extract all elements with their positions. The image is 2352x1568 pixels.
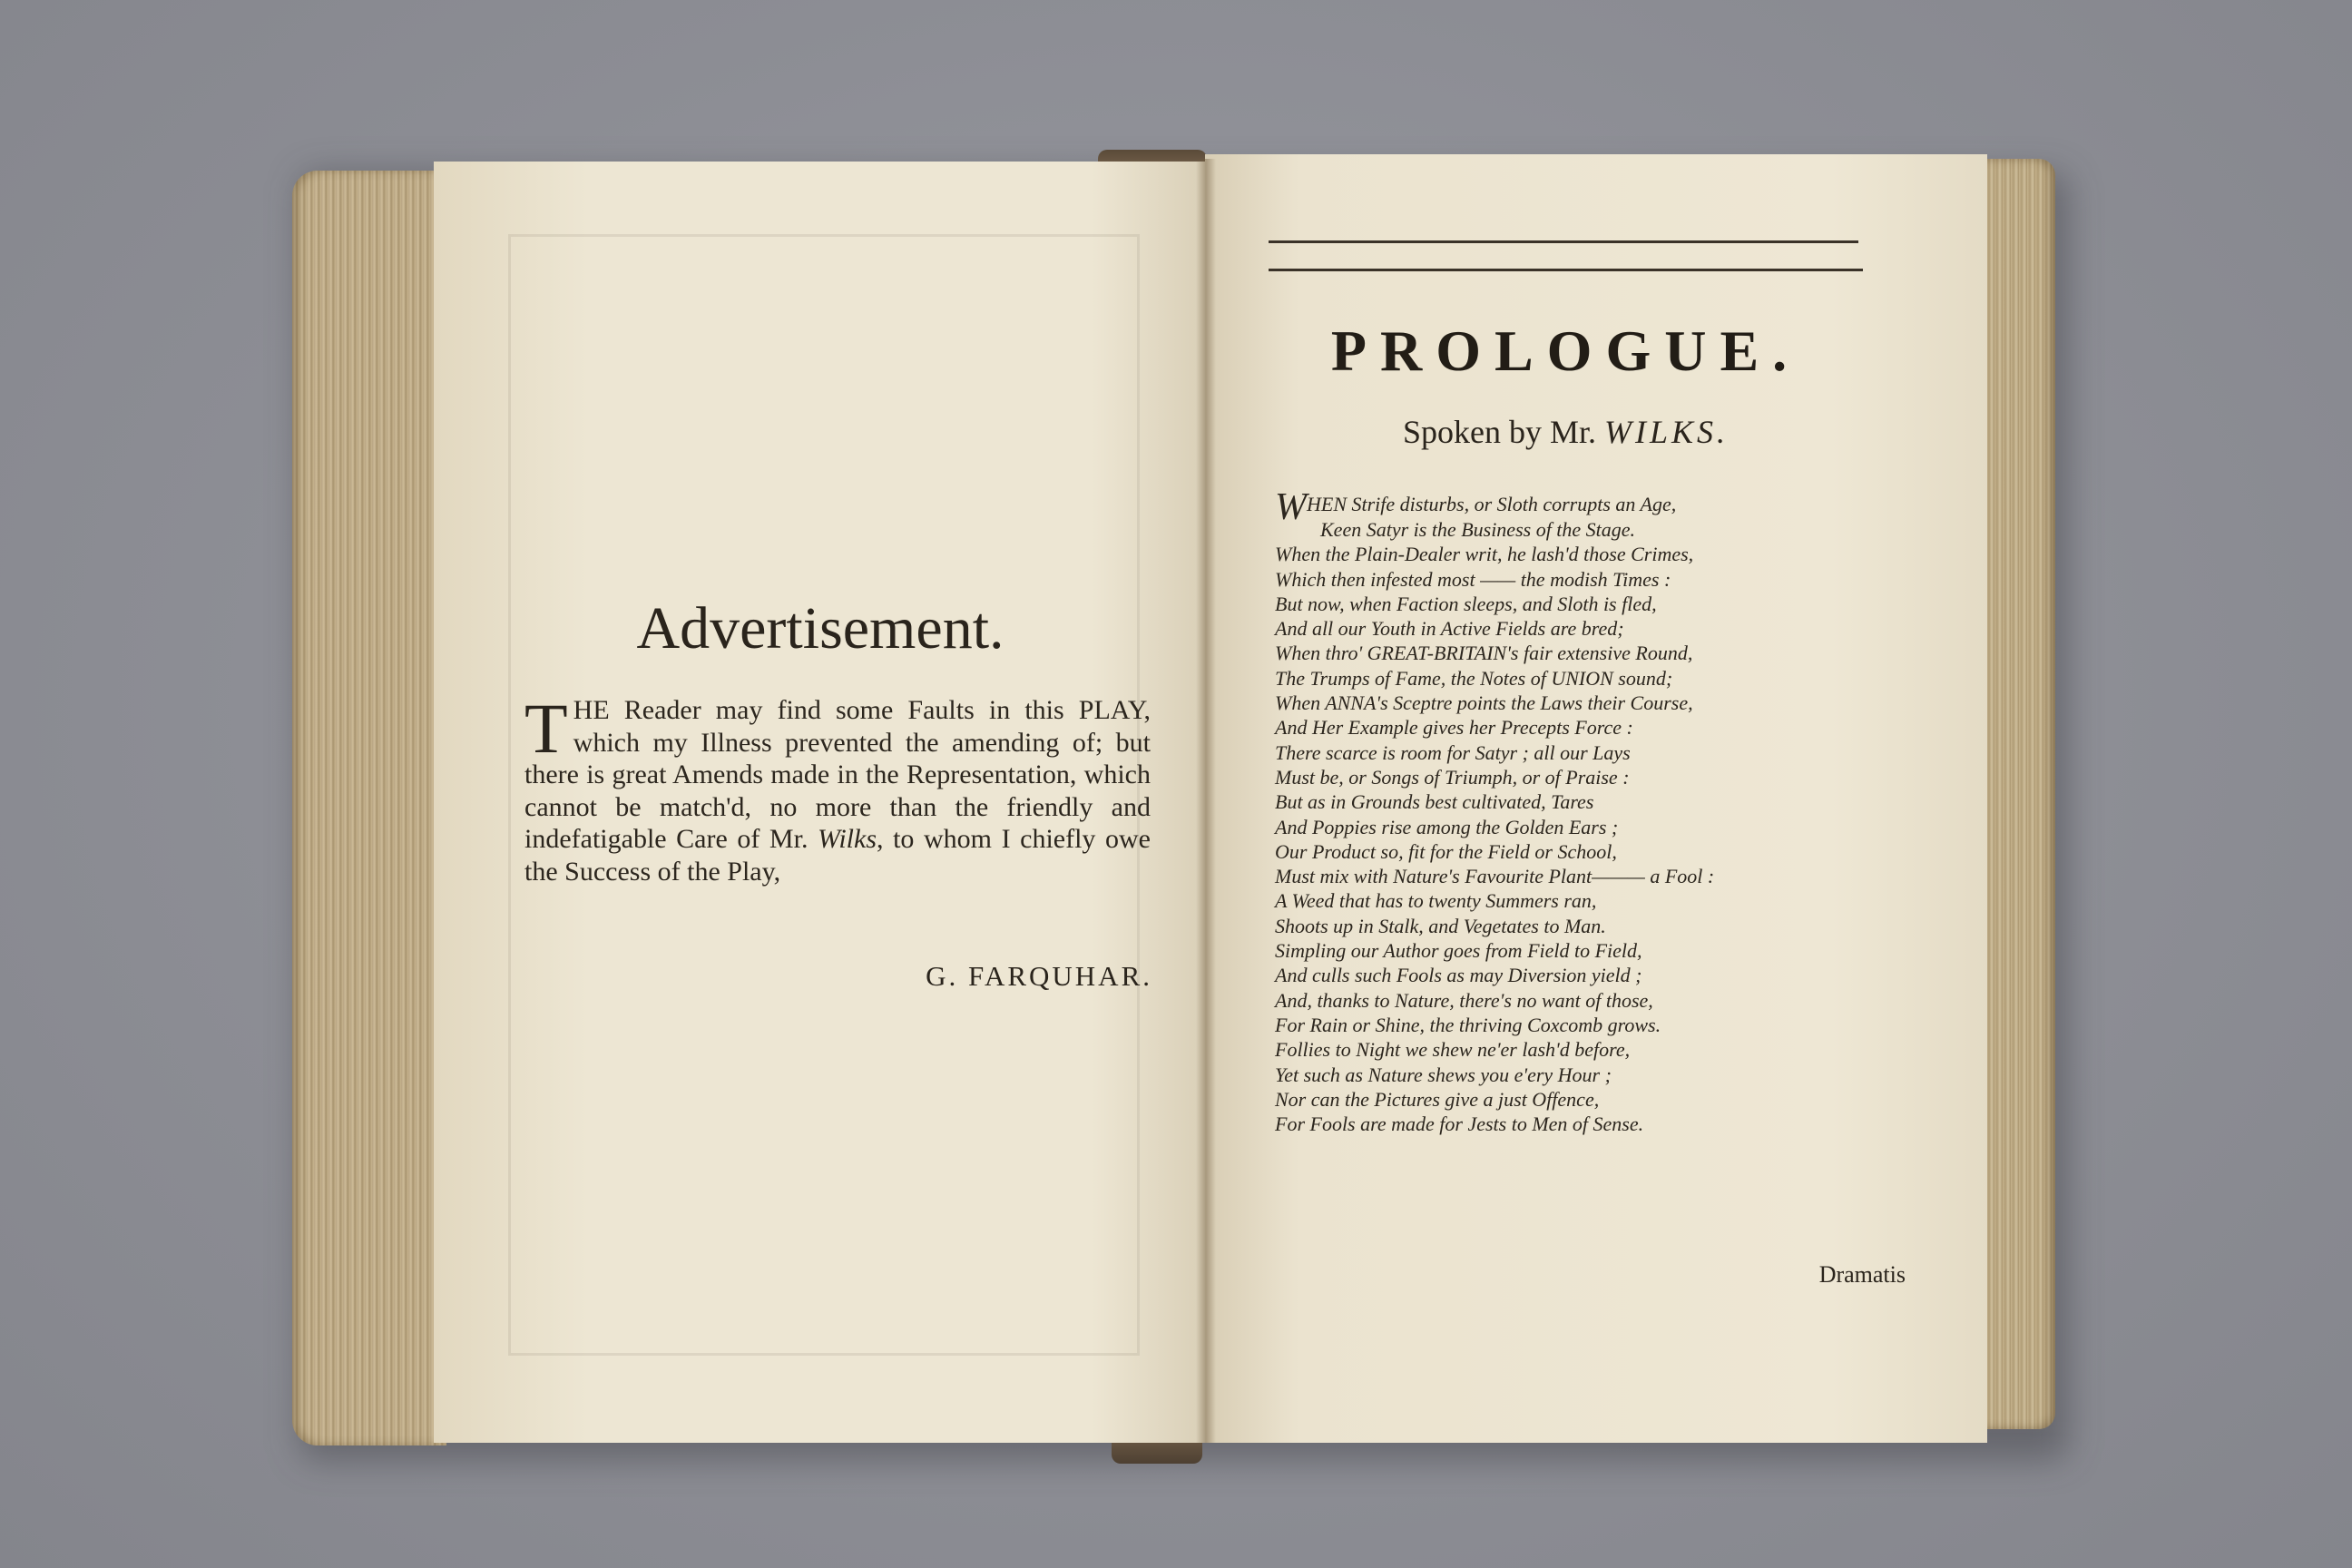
poem-line: The Trumps of Fame, the Notes of UNION sound; <box>1275 666 1673 690</box>
book-gutter <box>1196 159 1216 1443</box>
prologue-poem <box>1275 486 1819 1136</box>
poem-line: For Fools are made for Jests to Men of Sense. <box>1275 1112 1644 1136</box>
poem-line: Must be, or Songs of Triumph, or of Praise : <box>1275 765 1630 789</box>
poem-line-text: HEN Strife disturbs, or Sloth corrupts an Age, <box>1307 493 1677 515</box>
poem-line: Shoots up in Stalk, and Vegetates to Man. <box>1275 914 1606 937</box>
spoken-prefix: Spoken by Mr. <box>1402 414 1604 450</box>
poem-line: Nor can the Pictures give a just Offence, <box>1275 1087 1600 1111</box>
advertisement-heading: Advertisement. <box>636 595 1004 662</box>
poem-line: When thro' GREAT-BRITAIN's fair extensive Round, <box>1275 642 1693 665</box>
spoken-by-line <box>1269 413 1863 451</box>
top-rule <box>1269 240 1858 243</box>
poem-line: Our Product so, fit for the Field or School, <box>1275 839 1617 863</box>
catchword: Dramatis <box>1818 1261 1906 1288</box>
poem-line <box>1275 486 1819 528</box>
spoken-name: WILKS. <box>1604 414 1730 450</box>
poem-first-letter: W <box>1275 486 1307 528</box>
poem-line: Which then infested most —— the modish Times : <box>1275 567 1671 591</box>
poem-line: And all our Youth in Active Fields are bred; <box>1275 617 1624 641</box>
signature: G. FARQUHAR. <box>926 960 1152 992</box>
drop-cap: T <box>524 689 568 768</box>
page-edges-left <box>292 171 446 1446</box>
poem-line: But now, when Faction sleeps, and Sloth is fled, <box>1275 592 1657 615</box>
page-edges-right <box>1978 159 2055 1429</box>
second-rule <box>1269 269 1863 271</box>
poem-line: Follies to Night we shew ne'er lash'd before, <box>1275 1038 1631 1062</box>
poem-line: When the Plain-Dealer writ, he lash'd those Crimes, <box>1275 543 1694 566</box>
poem-line: And, thanks to Nature, there's no want of those, <box>1275 988 1653 1012</box>
poem-line: When ANNA's Sceptre points the Laws their Course, <box>1275 691 1693 715</box>
poem-line: There scarce is room for Satyr ; all our Lays <box>1275 740 1631 764</box>
poem-line: Yet such as Nature shews you e'ery Hour ; <box>1275 1063 1612 1086</box>
poem-line: A Weed that has to twenty Summers ran, <box>1275 889 1597 913</box>
poem-line: And Her Example gives her Precepts Force : <box>1275 716 1633 740</box>
advertisement-text-lead: HE Reader may find some Faults in this PLAY, which my Illness prevented the amending of; but there is great Amends made in the Representation, which cannot be match'd, no more than the friendly and indefatigable Care of Mr. <box>524 695 1151 854</box>
poem-line: Keen Satyr is the Business of the Stage. <box>1320 518 1636 541</box>
advertisement-text-name: Wilks <box>818 824 877 854</box>
poem-line: For Rain or Shine, the thriving Coxcomb grows. <box>1275 1013 1661 1036</box>
prologue-title: PROLOGUE. <box>1330 318 1801 383</box>
poem-line: Simpling our Author goes from Field to Field, <box>1275 939 1642 963</box>
advertisement-text-tail: , to whom I chiefly owe the Success of the Play, <box>524 824 1151 887</box>
poem-line: Must mix with Nature's Favourite Plant——— a Fool : <box>1275 865 1715 888</box>
poem-line: And culls such Fools as may Diversion yield ; <box>1275 964 1642 987</box>
poem-line: And Poppies rise among the Golden Ears ; <box>1275 815 1619 838</box>
poem-line: But as in Grounds best cultivated, Tares <box>1275 790 1594 814</box>
advertisement-body <box>524 689 1151 887</box>
